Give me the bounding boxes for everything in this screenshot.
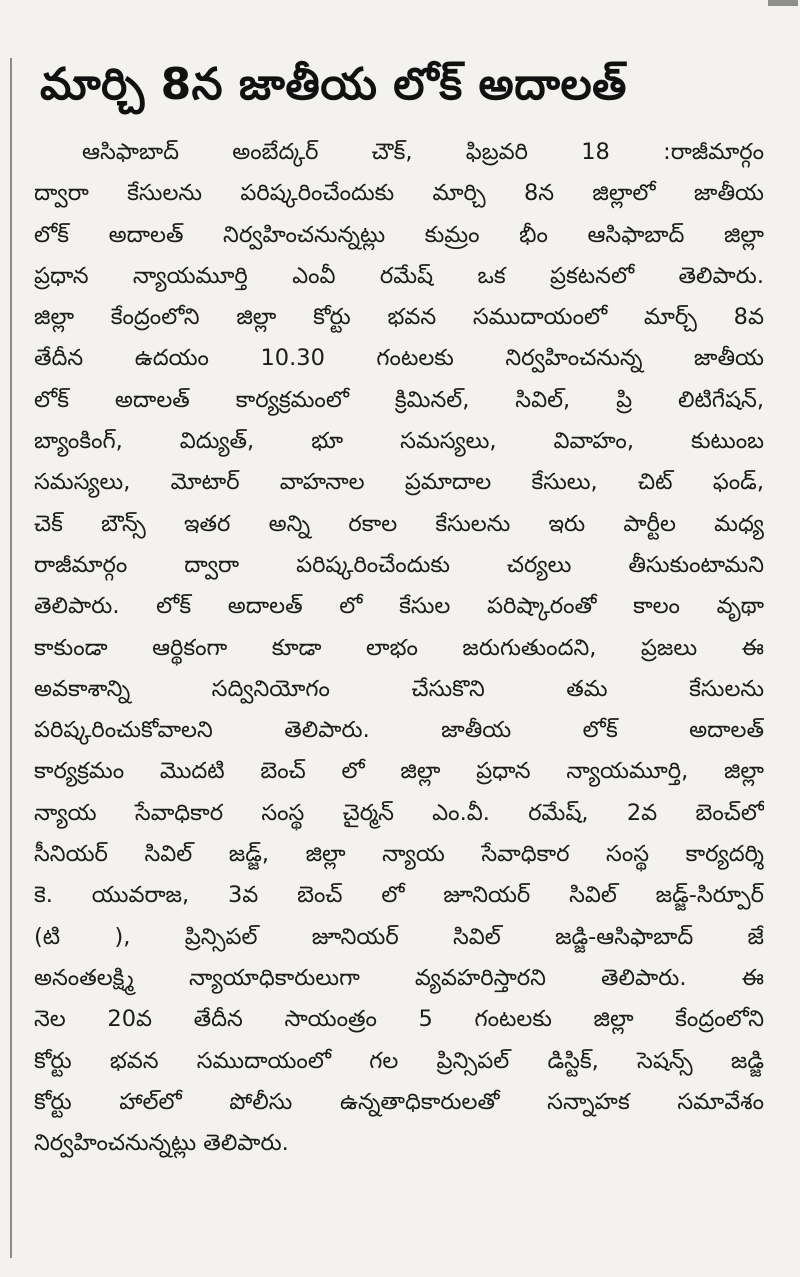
article-line: చెక్ బౌన్స్ ఇతర అన్ని రకాల కేసులను ఇరు పార్టీల మధ్య xyxy=(34,510,764,537)
article-line: అవకాశాన్ని సద్వినియోగం చేసుకొని తమ కేసులను xyxy=(34,675,764,702)
article-line: లోక్ అదాలత్ నిర్వహించనున్నట్లు కుమ్రం భీం ఆసిఫాబాద్ జిల్లా xyxy=(34,221,764,248)
article-line: ద్వారా కేసులను పరిష్కరించేందుకు మార్చి 8న జిల్లాలో జాతీయ xyxy=(34,180,764,207)
article-line: సమస్యలు, మోటార్ వాహనాల ప్రమాదాల కేసులు, చిట్ ఫండ్, xyxy=(34,469,764,496)
article-line: నెల 20వ తేదీన సాయంత్రం 5 గంటలకు జిల్లా కేంద్రంలోని xyxy=(34,1006,764,1033)
article-line: తేదీన ఉదయం 10.30 గంటలకు నిర్వహించనున్న జాతీయ xyxy=(34,345,764,372)
article-line: సీనియర్ సివిల్ జడ్జ్, జిల్లా న్యాయ సేవాధికార సంస్థ కార్యదర్శి xyxy=(34,841,764,868)
article-line: కోర్టు భవన సముదాయంలో గల ప్రిన్సిపల్ డిస్టిక్, సెషన్స్ జడ్జి xyxy=(34,1047,764,1074)
article-headline: మార్చి 8న జాతీయ లోక్ అదాలత్ xyxy=(40,59,627,110)
cropped-next-text xyxy=(30,1266,770,1277)
article-line: పరిష్కరించుకోవాలని తెలిపారు. జాతీయ లోక్ అదాలత్ xyxy=(34,717,764,744)
article-line: ప్రధాన న్యాయమూర్తి ఎంవీ రమేష్ ఒక ప్రకటనలో తెలిపారు. xyxy=(34,262,764,289)
article-line: (టి ), ప్రిన్సిపల్ జూనియర్ సివిల్ జడ్జి-ఆసిఫాబాద్ జే xyxy=(34,923,764,950)
article-line: జిల్లా కేంద్రంలోని జిల్లా కోర్టు భవన సముదాయంలో మార్చ్ 8వ xyxy=(34,304,764,331)
article-line: కార్యక్రమం మొదటి బెంచ్ లో జిల్లా ప్రధాన న్యాయమూర్తి, జిల్లా xyxy=(34,758,764,785)
article-line: లోక్ అదాలత్ కార్యక్రమంలో క్రిమినల్, సివిల్, ప్రి లిటిగేషన్, xyxy=(34,386,764,413)
column-divider xyxy=(10,58,12,1258)
article-line: న్యాయ సేవాధికార సంస్థ చైర్మన్ ఎం.వీ. రమేష్, 2వ బెంచ్‌లో xyxy=(34,799,764,826)
article-line: కాకుండా ఆర్థికంగా కూడా లాభం జరుగుతుందని, ప్రజలు ఈ xyxy=(34,634,764,661)
article-line: అనంతలక్ష్మి న్యాయాధికారులుగా వ్యవహరిస్తారని తెలిపారు. ఈ xyxy=(34,964,764,991)
article-line: రాజీమార్గం ద్వారా పరిష్కరించేందుకు చర్యలు తీసుకుంటామని xyxy=(34,551,764,578)
article-line: తెలిపారు. లోక్ అదాలత్ లో కేసుల పరిష్కారంతో కాలం వృథా xyxy=(34,593,764,620)
article-line: బ్యాంకింగ్, విద్యుత్, భూ సమస్యలు, వివాహం, కుటుంబ xyxy=(34,428,764,455)
adjacent-column-fragment xyxy=(768,0,798,6)
article-line: కె. యువరాజ, 3వ బెంచ్ లో జూనియర్ సివిల్ జడ్జ్-సిర్పూర్ xyxy=(34,882,764,909)
article-line: కోర్టు హాల్‌లో పోలీసు ఉన్నతాధికారులతో సన్నాహక సమావేశం xyxy=(34,1088,764,1115)
article-line: నిర్వహించనున్నట్లు తెలిపారు. xyxy=(34,1130,289,1157)
article-body xyxy=(34,132,764,1164)
article-line: ఆసిఫాబాద్ అంబేద్కర్ చౌక్, ఫిబ్రవరి 18 :రాజీమార్గం xyxy=(82,139,764,165)
